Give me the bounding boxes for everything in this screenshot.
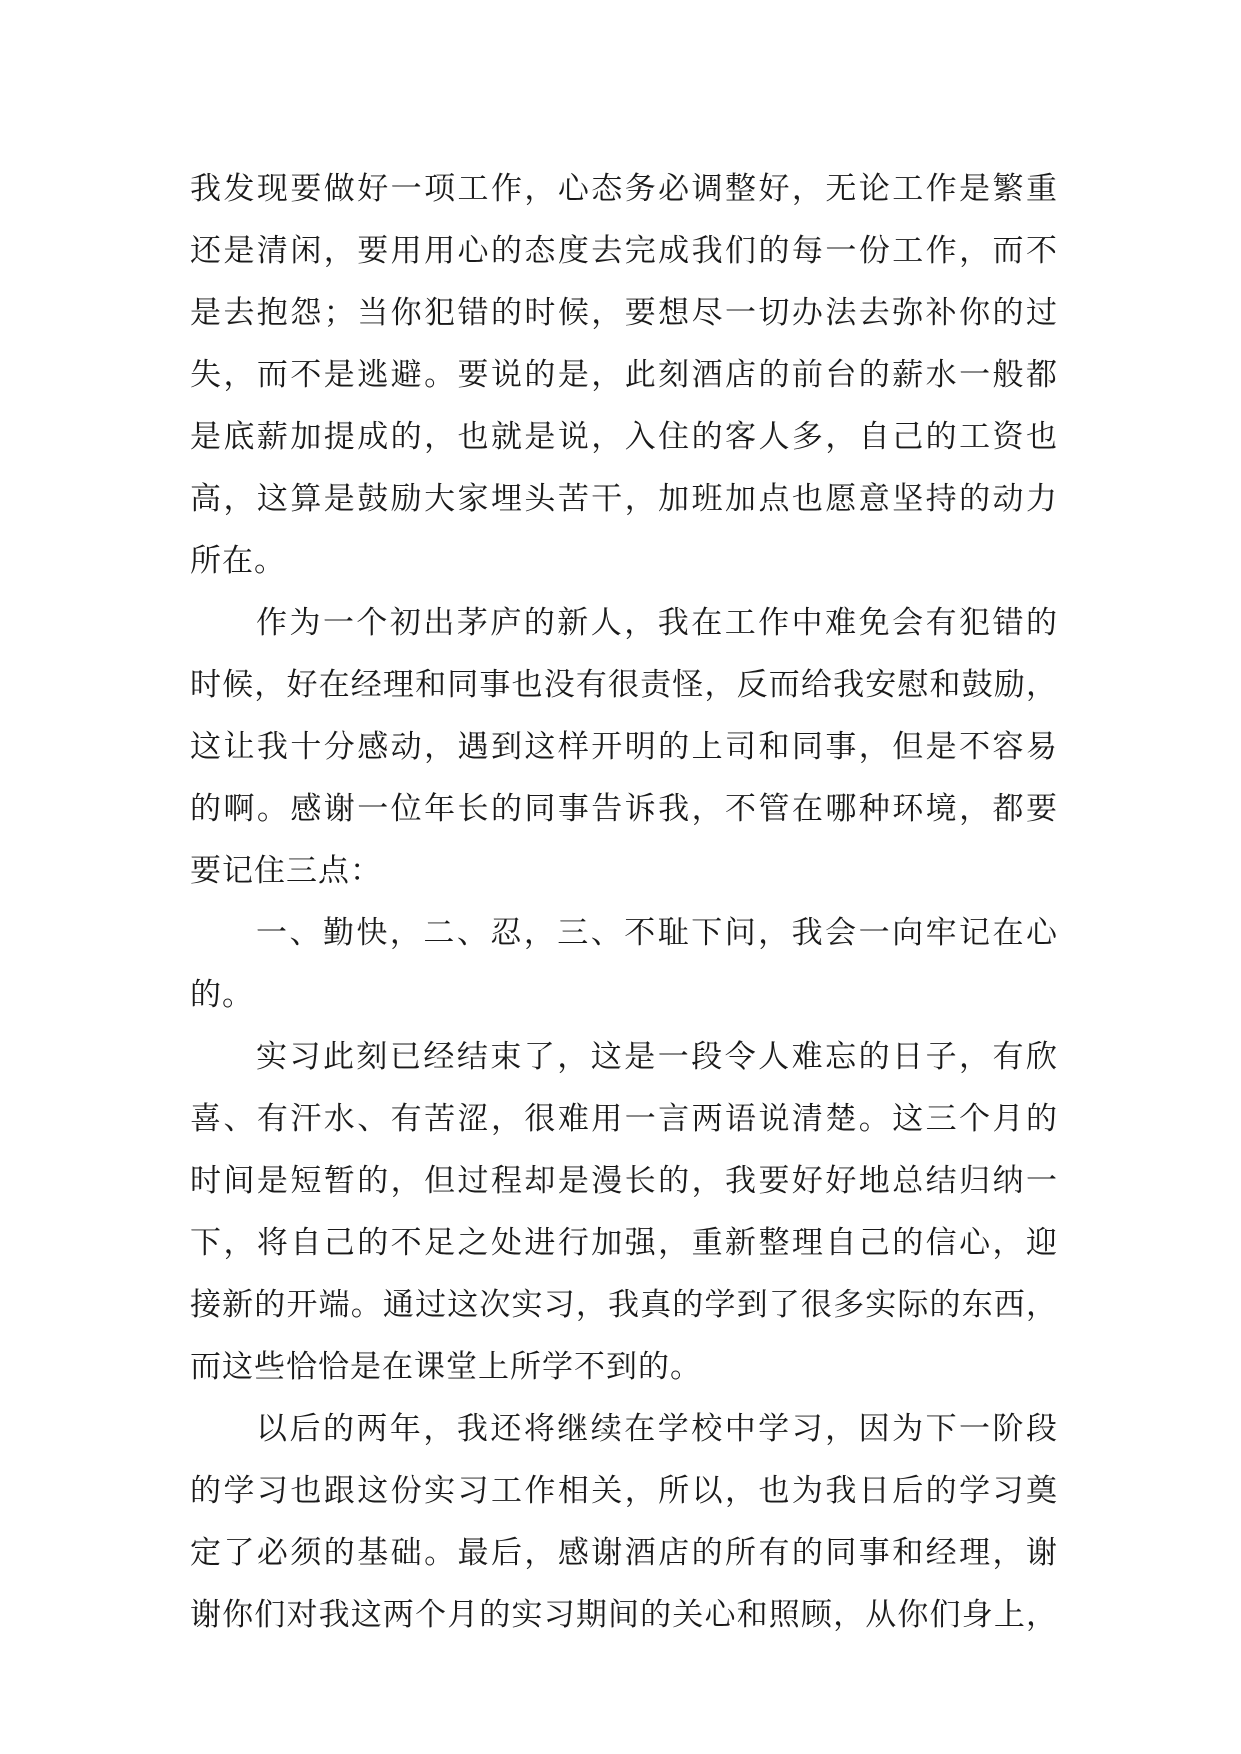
- text-line: 定了必须的基础。最后，感谢酒店的所有的同事和经理，谢: [190, 1535, 1058, 1571]
- text-line: 以后的两年，我还将继续在学校中学习，因为下一阶段: [256, 1411, 1058, 1447]
- text-line: 而这些恰恰是在课堂上所学不到的。: [190, 1349, 702, 1385]
- text-line: 实习此刻已经结束了，这是一段令人难忘的日子，有欣: [256, 1039, 1058, 1075]
- text-line: 下，将自己的不足之处进行加强，重新整理自己的信心，迎: [190, 1225, 1058, 1261]
- text-line: 是底薪加提成的，也就是说，入住的客人多，自己的工资也: [190, 419, 1058, 455]
- text-line: 还是清闲，要用用心的态度去完成我们的每一份工作，而不: [190, 233, 1058, 269]
- text-line: 接新的开端。通过这次实习，我真的学到了很多实际的东西，: [190, 1287, 1058, 1323]
- text-line: 的学习也跟这份实习工作相关，所以，也为我日后的学习奠: [190, 1473, 1058, 1509]
- text-line: 时候，好在经理和同事也没有很责怪，反而给我安慰和鼓励，: [190, 667, 1058, 703]
- paragraph: [190, 1026, 1058, 1398]
- text-line: 时间是短暂的，但过程却是漫长的，我要好好地总结归纳一: [190, 1163, 1058, 1199]
- text-line: 作为一个初出茅庐的新人，我在工作中难免会有犯错的: [256, 605, 1058, 641]
- text-line: 要记住三点：: [190, 853, 382, 889]
- text-line: 这让我十分感动，遇到这样开明的上司和同事，但是不容易: [190, 729, 1058, 765]
- text-line: 喜、有汗水、有苦涩，很难用一言两语说清楚。这三个月的: [190, 1101, 1058, 1137]
- body-text: [190, 158, 1058, 1646]
- text-line: 高，这算是鼓励大家埋头苦干，加班加点也愿意坚持的动力: [190, 481, 1058, 517]
- text-line: 一、勤快，二、忍，三、不耻下问，我会一向牢记在心: [256, 915, 1058, 951]
- text-line: 的啊。感谢一位年长的同事告诉我，不管在哪种环境，都要: [190, 791, 1058, 827]
- paragraph: [190, 158, 1058, 592]
- text-line: 谢你们对我这两个月的实习期间的关心和照顾，从你们身上，: [190, 1597, 1058, 1633]
- text-line: 是去抱怨；当你犯错的时候，要想尽一切办法去弥补你的过: [190, 295, 1058, 331]
- paragraph: [190, 592, 1058, 902]
- paragraph: [190, 902, 1058, 1026]
- paragraph: [190, 1398, 1058, 1646]
- text-line: 我发现要做好一项工作，心态务必调整好，无论工作是繁重: [190, 171, 1058, 207]
- text-line: 失，而不是逃避。要说的是，此刻酒店的前台的薪水一般都: [190, 357, 1058, 393]
- text-line: 的。: [190, 977, 254, 1013]
- text-line: 所在。: [190, 543, 286, 579]
